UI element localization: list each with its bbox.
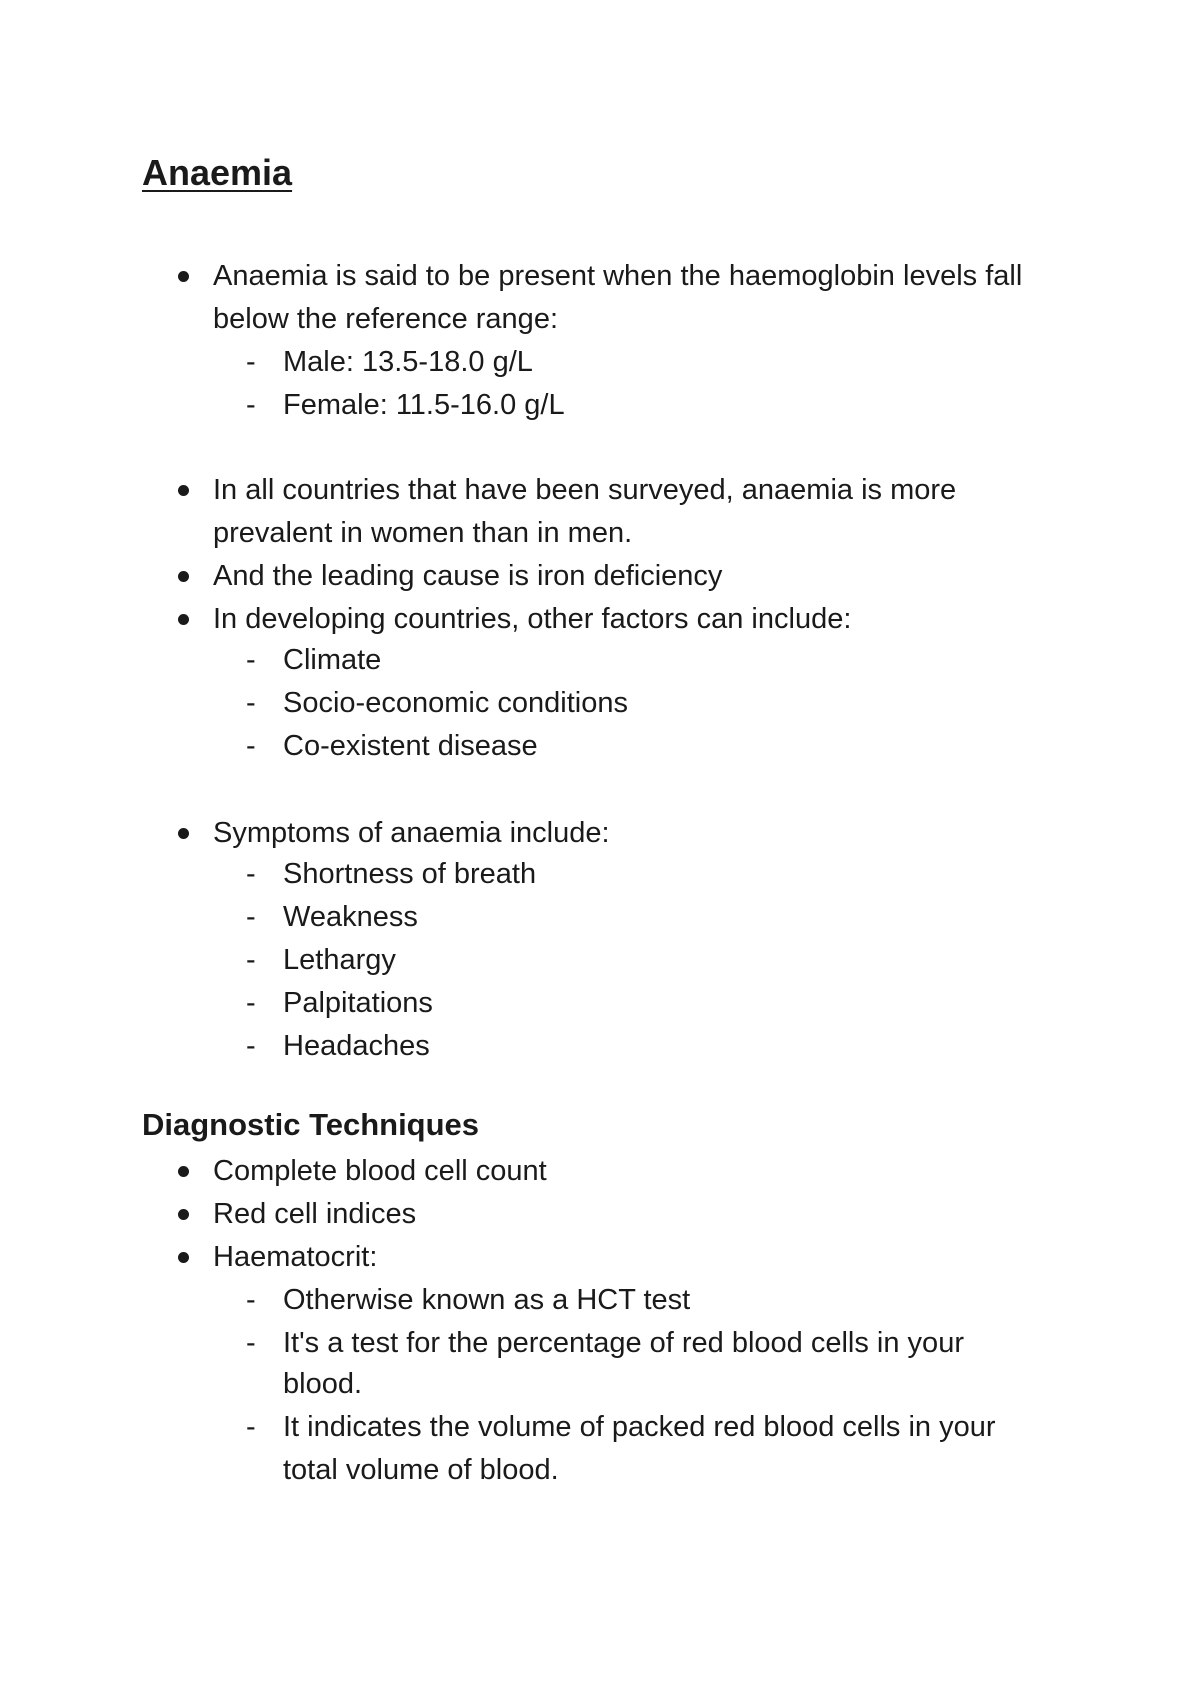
dash-icon: -: [246, 346, 256, 378]
symptom-item: Palpitations: [283, 987, 433, 1019]
haematocrit-note-3-line-1: It indicates the volume of packed red blood cells in your: [283, 1411, 996, 1443]
dash-icon: -: [246, 944, 256, 976]
bullet-icon: [178, 1252, 189, 1263]
symptom-item: Weakness: [283, 901, 418, 933]
cause-line: And the leading cause is iron deficiency: [213, 560, 723, 592]
factor-item: Co-existent disease: [283, 730, 538, 762]
dash-icon: -: [246, 1284, 256, 1316]
dash-icon: -: [246, 901, 256, 933]
definition-line-2: below the reference range:: [213, 303, 558, 335]
dash-icon: -: [246, 1327, 256, 1359]
haematocrit-note-2-line-1: It's a test for the percentage of red blood cells in your: [283, 1327, 964, 1359]
haematocrit-note-1: Otherwise known as a HCT test: [283, 1284, 691, 1316]
dash-icon: -: [246, 858, 256, 890]
bullet-icon: [178, 571, 189, 582]
definition-line-1: Anaemia is said to be present when the haemoglobin levels fall: [213, 260, 1023, 292]
diagnostic-item: Complete blood cell count: [213, 1155, 547, 1187]
range-male: Male: 13.5-18.0 g/L: [283, 346, 533, 378]
symptom-item: Headaches: [283, 1030, 430, 1062]
symptoms-intro: Symptoms of anaemia include:: [213, 817, 610, 849]
symptom-item: Lethargy: [283, 944, 396, 976]
dash-icon: -: [246, 1411, 256, 1443]
dash-icon: -: [246, 687, 256, 719]
page-title: Anaemia: [142, 152, 293, 193]
diagnostic-item: Haematocrit:: [213, 1241, 378, 1273]
dash-icon: -: [246, 389, 256, 421]
bullet-icon: [178, 828, 189, 839]
factor-item: Climate: [283, 644, 382, 676]
bullet-icon: [178, 1209, 189, 1220]
range-female: Female: 11.5-16.0 g/L: [283, 389, 565, 421]
factor-item: Socio-economic conditions: [283, 687, 628, 719]
bullet-icon: [178, 271, 189, 282]
haematocrit-note-3-line-2: total volume of blood.: [283, 1454, 559, 1486]
prevalence-line-1: In all countries that have been surveyed, anaemia is more: [213, 474, 957, 506]
symptom-item: Shortness of breath: [283, 858, 537, 890]
haematocrit-note-2-line-2: blood.: [283, 1368, 363, 1400]
dash-icon: -: [246, 987, 256, 1019]
dash-icon: -: [246, 730, 256, 762]
bullet-icon: [178, 1166, 189, 1177]
diagnostic-item: Red cell indices: [213, 1198, 417, 1230]
bullet-icon: [178, 614, 189, 625]
bullet-icon: [178, 485, 189, 496]
dash-icon: -: [246, 644, 256, 676]
section-heading-diagnostics: Diagnostic Techniques: [142, 1107, 480, 1142]
factors-intro: In developing countries, other factors can include:: [213, 603, 852, 635]
dash-icon: -: [246, 1030, 256, 1062]
prevalence-line-2: prevalent in women than in men.: [213, 517, 633, 549]
